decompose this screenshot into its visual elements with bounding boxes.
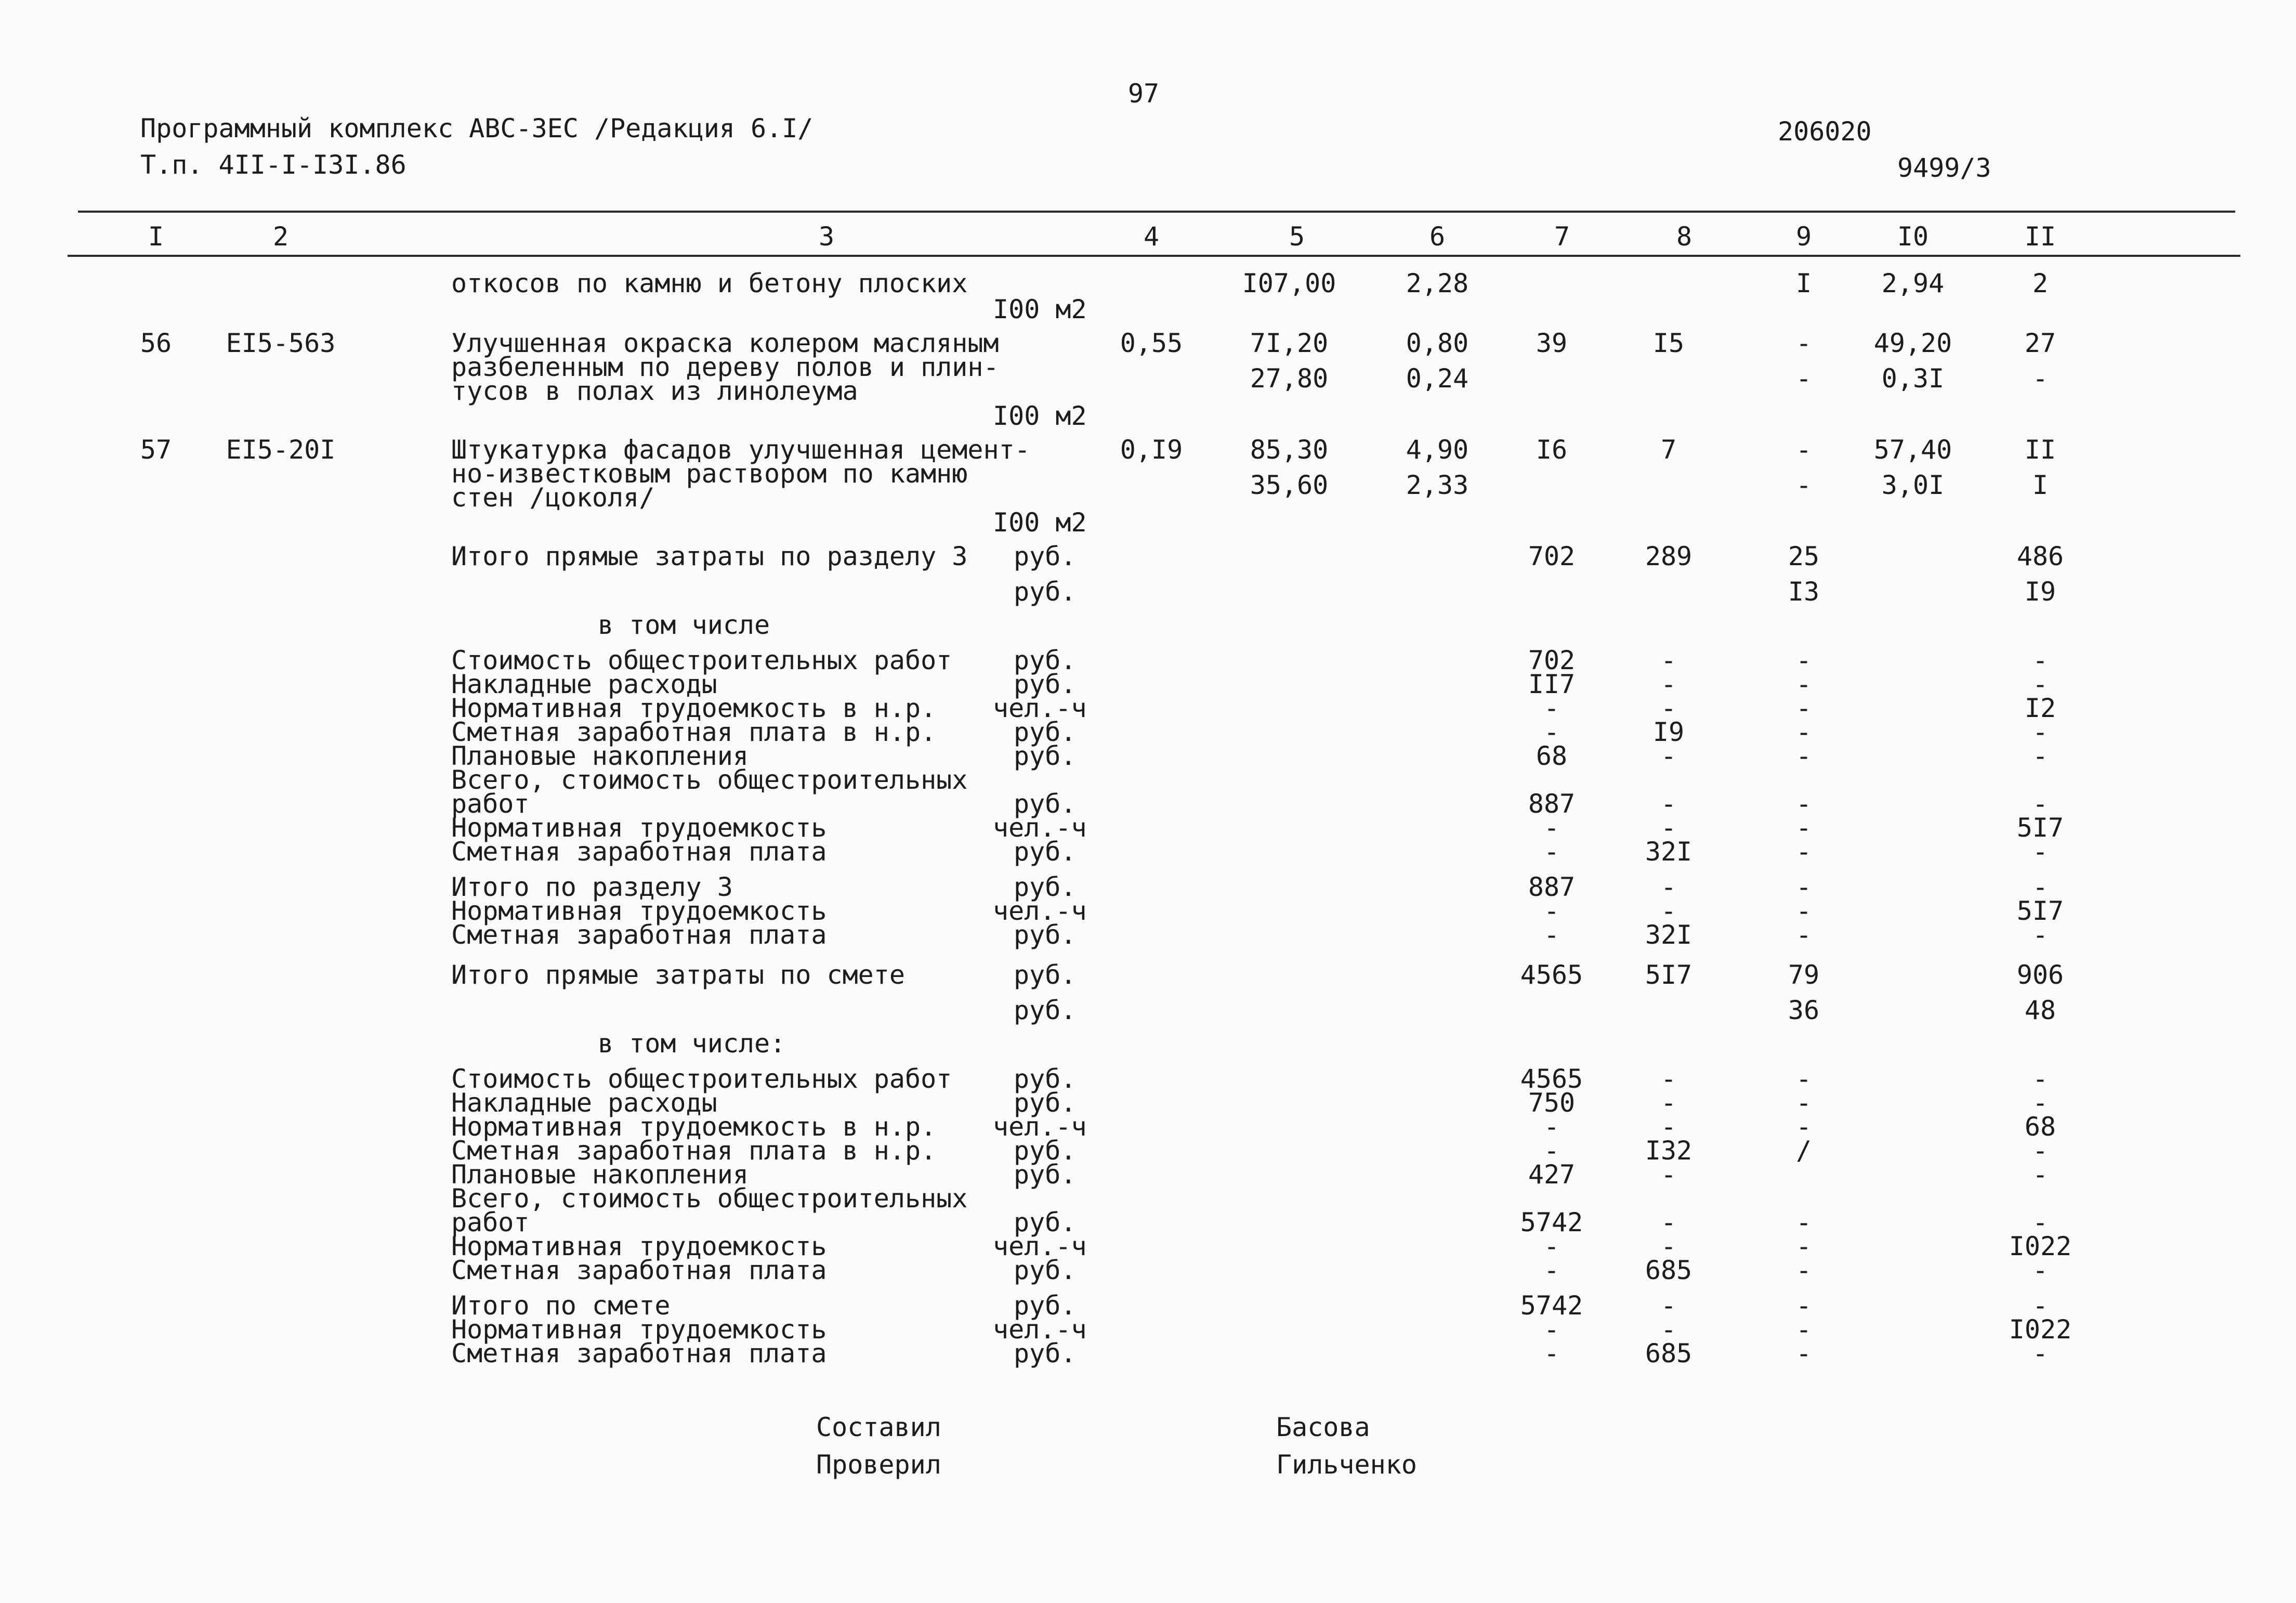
section3-summary-item-c8: I9 [1652,717,1685,747]
estimate-summary-item-c8: I32 [1645,1136,1693,1166]
estimate-summary-item-c7: - [1543,1112,1560,1142]
header-rule-bottom [68,255,2240,257]
column-header-10: I0 [1897,221,1929,252]
estimate-summary-item-label: Всего, стоимость общестроительных [451,1183,968,1214]
section3-summary-total-c11: 5I7 [2016,896,2064,926]
section3-summary-total-c8: 32I [1645,920,1693,950]
estimate-summary-item-c8: - [1660,1064,1677,1094]
estimate-summary-item-unit: чел.-ч [993,1112,1087,1142]
column-header-2: 2 [272,221,289,252]
estimate-summary-item-c9: - [1795,1088,1812,1118]
section3-summary-item-c8: - [1660,813,1677,843]
estimate-summary-item-c11: - [2032,1207,2049,1237]
row-col4: 0,I9 [1120,435,1183,465]
row-c9: - [1795,328,1812,358]
section3-summary-item-c11: - [2032,789,2049,819]
row-c6: 0,80 [1406,328,1469,358]
estimate-summary-item-c7: 750 [1528,1088,1576,1118]
estimate-summary-item-label: работ [451,1207,530,1237]
row-description: но-известковым раствором по камню [451,459,968,489]
row-description: Штукатурка фасадов улучшенная цемент- [451,435,1030,465]
estimate-summary-total-c9: - [1795,1338,1812,1369]
estimate-summary-item-unit: руб. [1014,1064,1077,1094]
row-unit: I00 м2 [993,507,1087,538]
page-number: 97 [1127,79,1160,109]
estimate-summary-item-c9: - [1795,1207,1812,1237]
estimate-summary-item-c7: 4565 [1520,1064,1583,1094]
estimate-summary-total-c7: - [1543,1338,1560,1369]
row-c10: 3,0I [1881,470,1945,500]
header-subtitle: Т.п. 4II-I-I3I.86 [140,150,406,180]
section3-summary-total-c11: - [2032,872,2049,902]
estimate-summary-item-label: Сметная заработная плата [451,1255,827,1285]
row-description: стен /цоколя/ [451,483,655,513]
estimate-summary-total-unit: руб. [1014,1291,1077,1321]
row-description: Улучшенная окраска колером масляным [451,328,999,358]
row-number: 56 [140,328,172,358]
row-c5: I07,00 [1242,268,1336,298]
estimate-summary-item-c7: 427 [1528,1159,1576,1190]
estimate-summary-item-c11: I022 [2009,1231,2072,1261]
section3-summary-item-c11: I2 [2024,693,2056,723]
section3-summary-item-label: Плановые накопления [451,741,749,771]
row-description: тусов в полах из линолеума [451,376,858,406]
estimate-summary-c11: 906 [2016,960,2064,990]
section3-summary-total-c7: - [1543,920,1560,950]
signature-role: Составил [816,1412,941,1442]
section3-summary-item-label: Нормативная трудоемкость [451,813,827,843]
row-c11: I [2032,470,2049,500]
estimate-summary-item-c7: - [1543,1136,1560,1166]
estimate-summary-total-c9: - [1795,1314,1812,1345]
section3-summary-total-c7: - [1543,896,1560,926]
row-c11: 27 [2024,328,2056,358]
section3-summary-item-label: Сметная заработная плата [451,837,827,867]
header-doc-number: 9499/3 [1897,153,1991,183]
section3-summary-total-label: Нормативная трудоемкость [451,896,827,926]
section3-summary-item-c7: - [1543,717,1560,747]
row-c6: 2,33 [1406,470,1469,500]
estimate-summary-item-unit: руб. [1014,1207,1077,1237]
estimate-summary-item-c11: - [2032,1159,2049,1190]
section3-summary-item-unit: руб. [1014,717,1077,747]
row-c8: 7 [1660,435,1677,465]
section3-summary-total-c11: - [2032,920,2049,950]
estimate-summary-item-unit: руб. [1014,1159,1077,1190]
section3-summary-item-c9: - [1795,669,1812,699]
column-header-6: 6 [1429,221,1446,252]
section3-summary-total-c8: - [1660,896,1677,926]
row-unit: I00 м2 [993,401,1087,431]
row-c11: - [2032,363,2049,394]
estimate-summary-c9: 79 [1788,960,1820,990]
row-c11: 2 [2032,268,2049,298]
row-number: 57 [140,435,172,465]
row-c5: 85,30 [1250,435,1329,465]
section3-summary-total-unit: руб. [1014,872,1077,902]
section3-summary-item-c11: - [2032,645,2049,675]
section3-summary-item-c7: - [1543,693,1560,723]
section3-summary-item-unit: руб. [1014,837,1077,867]
row-c11: II [2024,435,2056,465]
estimate-summary-unit2: руб. [1014,995,1077,1025]
section3-summary-title: Итого прямые затраты по разделу 3 [451,541,968,571]
estimate-summary-item-label: Плановые накопления [451,1159,749,1190]
estimate-summary-item-c8: - [1660,1207,1677,1237]
row-c6: 2,28 [1406,268,1469,298]
estimate-summary-total-c8: - [1660,1291,1677,1321]
section3-summary-total-label: Сметная заработная плата [451,920,827,950]
section3-summary-c7: 702 [1528,541,1576,571]
section3-summary-subtitle: в том числе [598,610,770,640]
estimate-summary-total-c9: - [1795,1291,1812,1321]
estimate-summary-item-unit: руб. [1014,1088,1077,1118]
section3-summary-item-c7: - [1543,837,1560,867]
row-c9: - [1795,363,1812,394]
signature-name: Басова [1276,1412,1370,1442]
section3-summary-item-label: Всего, стоимость общестроительных [451,765,968,795]
estimate-summary-item-c7: 5742 [1520,1207,1583,1237]
section3-summary-total-c8: - [1660,872,1677,902]
section3-summary-item-unit: руб. [1014,645,1077,675]
header-title: Программный комплекс АВС-3ЕС /Редакция 6.I/ [140,113,814,144]
section3-summary-unit2: руб. [1014,577,1077,607]
estimate-summary-item-label: Сметная заработная плата в н.р. [451,1136,937,1166]
estimate-summary-item-c8: 685 [1645,1255,1693,1285]
estimate-summary-item-c9: - [1795,1231,1812,1261]
estimate-summary-item-unit: чел.-ч [993,1231,1087,1261]
row-description: разбеленным по дереву полов и плин- [451,352,999,382]
section3-summary-total-c7: 887 [1528,872,1576,902]
estimate-summary-total-c7: 5742 [1520,1291,1583,1321]
section3-summary-total-c9: - [1795,872,1812,902]
estimate-summary-item-c11: - [2032,1136,2049,1166]
row-c10: 49,20 [1873,328,1952,358]
row-c9: I [1795,268,1812,298]
section3-summary-total-unit: чел.-ч [993,896,1087,926]
section3-summary-total-c9: - [1795,896,1812,926]
section3-summary-item-c8: - [1660,693,1677,723]
section3-summary-item-label: работ [451,789,530,819]
estimate-summary-c7: 4565 [1520,960,1583,990]
section3-summary-c11: I9 [2024,577,2056,607]
row-c10: 57,40 [1873,435,1952,465]
estimate-summary-item-c8: - [1660,1231,1677,1261]
section3-summary-item-c7: 68 [1536,741,1568,771]
column-header-3: 3 [818,221,835,252]
estimate-summary-item-c7: - [1543,1231,1560,1261]
row-c8: I5 [1652,328,1685,358]
row-code: ЕI5-563 [226,328,336,358]
section3-summary-item-label: Нормативная трудоемкость в н.р. [451,693,937,723]
row-description: откосов по камню и бетону плоских [451,268,968,298]
column-header-4: 4 [1143,221,1160,252]
section3-summary-item-label: Стоимость общестроительных работ [451,645,952,675]
column-header-9: 9 [1795,221,1812,252]
section3-summary-item-label: Накладные расходы [451,669,717,699]
estimate-summary-item-c9: - [1795,1255,1812,1285]
row-col4: 0,55 [1120,328,1183,358]
estimate-summary-item-c9: - [1795,1112,1812,1142]
section3-summary-item-c8: - [1660,669,1677,699]
section3-summary-item-c7: 887 [1528,789,1576,819]
row-unit: I00 м2 [993,294,1087,324]
section3-summary-item-unit: руб. [1014,669,1077,699]
section3-summary-item-c11: - [2032,837,2049,867]
estimate-summary-item-c11: 68 [2024,1112,2056,1142]
estimate-summary-item-label: Накладные расходы [451,1088,717,1118]
estimate-summary-total-c8: - [1660,1314,1677,1345]
estimate-summary-item-label: Нормативная трудоемкость в н.р. [451,1112,937,1142]
section3-summary-item-c8: 32I [1645,837,1693,867]
estimate-summary-item-c11: - [2032,1255,2049,1285]
estimate-summary-item-c11: - [2032,1064,2049,1094]
section3-summary-item-unit: руб. [1014,789,1077,819]
estimate-summary-item-c8: - [1660,1112,1677,1142]
row-c5: 35,60 [1250,470,1329,500]
estimate-summary-item-c11: - [2032,1088,2049,1118]
row-c5: 27,80 [1250,363,1329,394]
estimate-summary-item-label: Стоимость общестроительных работ [451,1064,952,1094]
row-c10: 2,94 [1881,268,1945,298]
section3-summary-item-unit: чел.-ч [993,693,1087,723]
estimate-summary-unit1: руб. [1014,960,1077,990]
row-c6: 0,24 [1406,363,1469,394]
estimate-summary-item-unit: руб. [1014,1136,1077,1166]
row-c6: 4,90 [1406,435,1469,465]
column-header-11: II [2024,221,2056,252]
section3-summary-item-c8: - [1660,645,1677,675]
estimate-summary-c8: 5I7 [1645,960,1693,990]
estimate-summary-total-unit: чел.-ч [993,1314,1087,1345]
section3-summary-item-c9: - [1795,813,1812,843]
section3-summary-item-c8: - [1660,741,1677,771]
estimate-summary-total-label: Итого по смете [451,1291,671,1321]
estimate-summary-total-unit: руб. [1014,1338,1077,1369]
estimate-summary-total-label: Сметная заработная плата [451,1338,827,1369]
estimate-summary-total-c11: - [2032,1338,2049,1369]
section3-summary-item-c7: II7 [1528,669,1576,699]
estimate-summary-total-c11: - [2032,1291,2049,1321]
estimate-summary-item-c7: - [1543,1255,1560,1285]
section3-summary-item-c9: - [1795,837,1812,867]
row-c7: I6 [1536,435,1568,465]
row-c9: - [1795,470,1812,500]
section3-summary-total-label: Итого по разделу 3 [451,872,733,902]
section3-summary-item-c11: 5I7 [2016,813,2064,843]
estimate-summary-item-c9: - [1795,1064,1812,1094]
row-code: ЕI5-20I [226,435,336,465]
estimate-summary-total-label: Нормативная трудоемкость [451,1314,827,1345]
estimate-summary-item-c8: - [1660,1159,1677,1190]
column-header-1: I [148,221,164,252]
section3-summary-c9: I3 [1788,577,1820,607]
row-c7: 39 [1536,328,1568,358]
signature-name: Гильченко [1276,1450,1417,1480]
estimate-summary-c9: 36 [1788,995,1820,1025]
estimate-summary-title: Итого прямые затраты по смете [451,960,905,990]
section3-summary-item-c9: - [1795,789,1812,819]
section3-summary-item-unit: чел.-ч [993,813,1087,843]
row-c9: - [1795,435,1812,465]
section3-summary-c11: 486 [2016,541,2064,571]
section3-summary-item-c9: - [1795,717,1812,747]
column-header-5: 5 [1289,221,1305,252]
section3-summary-item-c11: - [2032,717,2049,747]
estimate-summary-subtitle: в том числе: [598,1028,786,1059]
section3-summary-item-c7: - [1543,813,1560,843]
estimate-summary-total-c7: - [1543,1314,1560,1345]
section3-summary-item-c9: - [1795,693,1812,723]
estimate-summary-total-c8: 685 [1645,1338,1693,1369]
estimate-summary-item-unit: руб. [1014,1255,1077,1285]
section3-summary-item-c9: - [1795,645,1812,675]
section3-summary-item-c11: - [2032,669,2049,699]
section3-summary-item-c7: 702 [1528,645,1576,675]
estimate-summary-item-label: Нормативная трудоемкость [451,1231,827,1261]
section3-summary-item-unit: руб. [1014,741,1077,771]
signature-role: Проверил [816,1450,941,1480]
column-header-7: 7 [1554,221,1570,252]
estimate-summary-item-c8: - [1660,1088,1677,1118]
estimate-summary-item-c9: / [1795,1136,1812,1166]
section3-summary-item-c9: - [1795,741,1812,771]
header-code: 206020 [1778,116,1872,147]
section3-summary-total-unit: руб. [1014,920,1077,950]
section3-summary-unit1: руб. [1014,541,1077,571]
section3-summary-c9: 25 [1788,541,1820,571]
section3-summary-item-label: Сметная заработная плата в н.р. [451,717,937,747]
section3-summary-total-c9: - [1795,920,1812,950]
estimate-summary-c11: 48 [2024,995,2056,1025]
row-c10: 0,3I [1881,363,1945,394]
section3-summary-item-c8: - [1660,789,1677,819]
row-c5: 7I,20 [1250,328,1329,358]
estimate-summary-total-c11: I022 [2009,1314,2072,1345]
section3-summary-item-c11: - [2032,741,2049,771]
header-rule-top [78,211,2235,213]
section3-summary-c8: 289 [1645,541,1693,571]
column-header-8: 8 [1676,221,1693,252]
